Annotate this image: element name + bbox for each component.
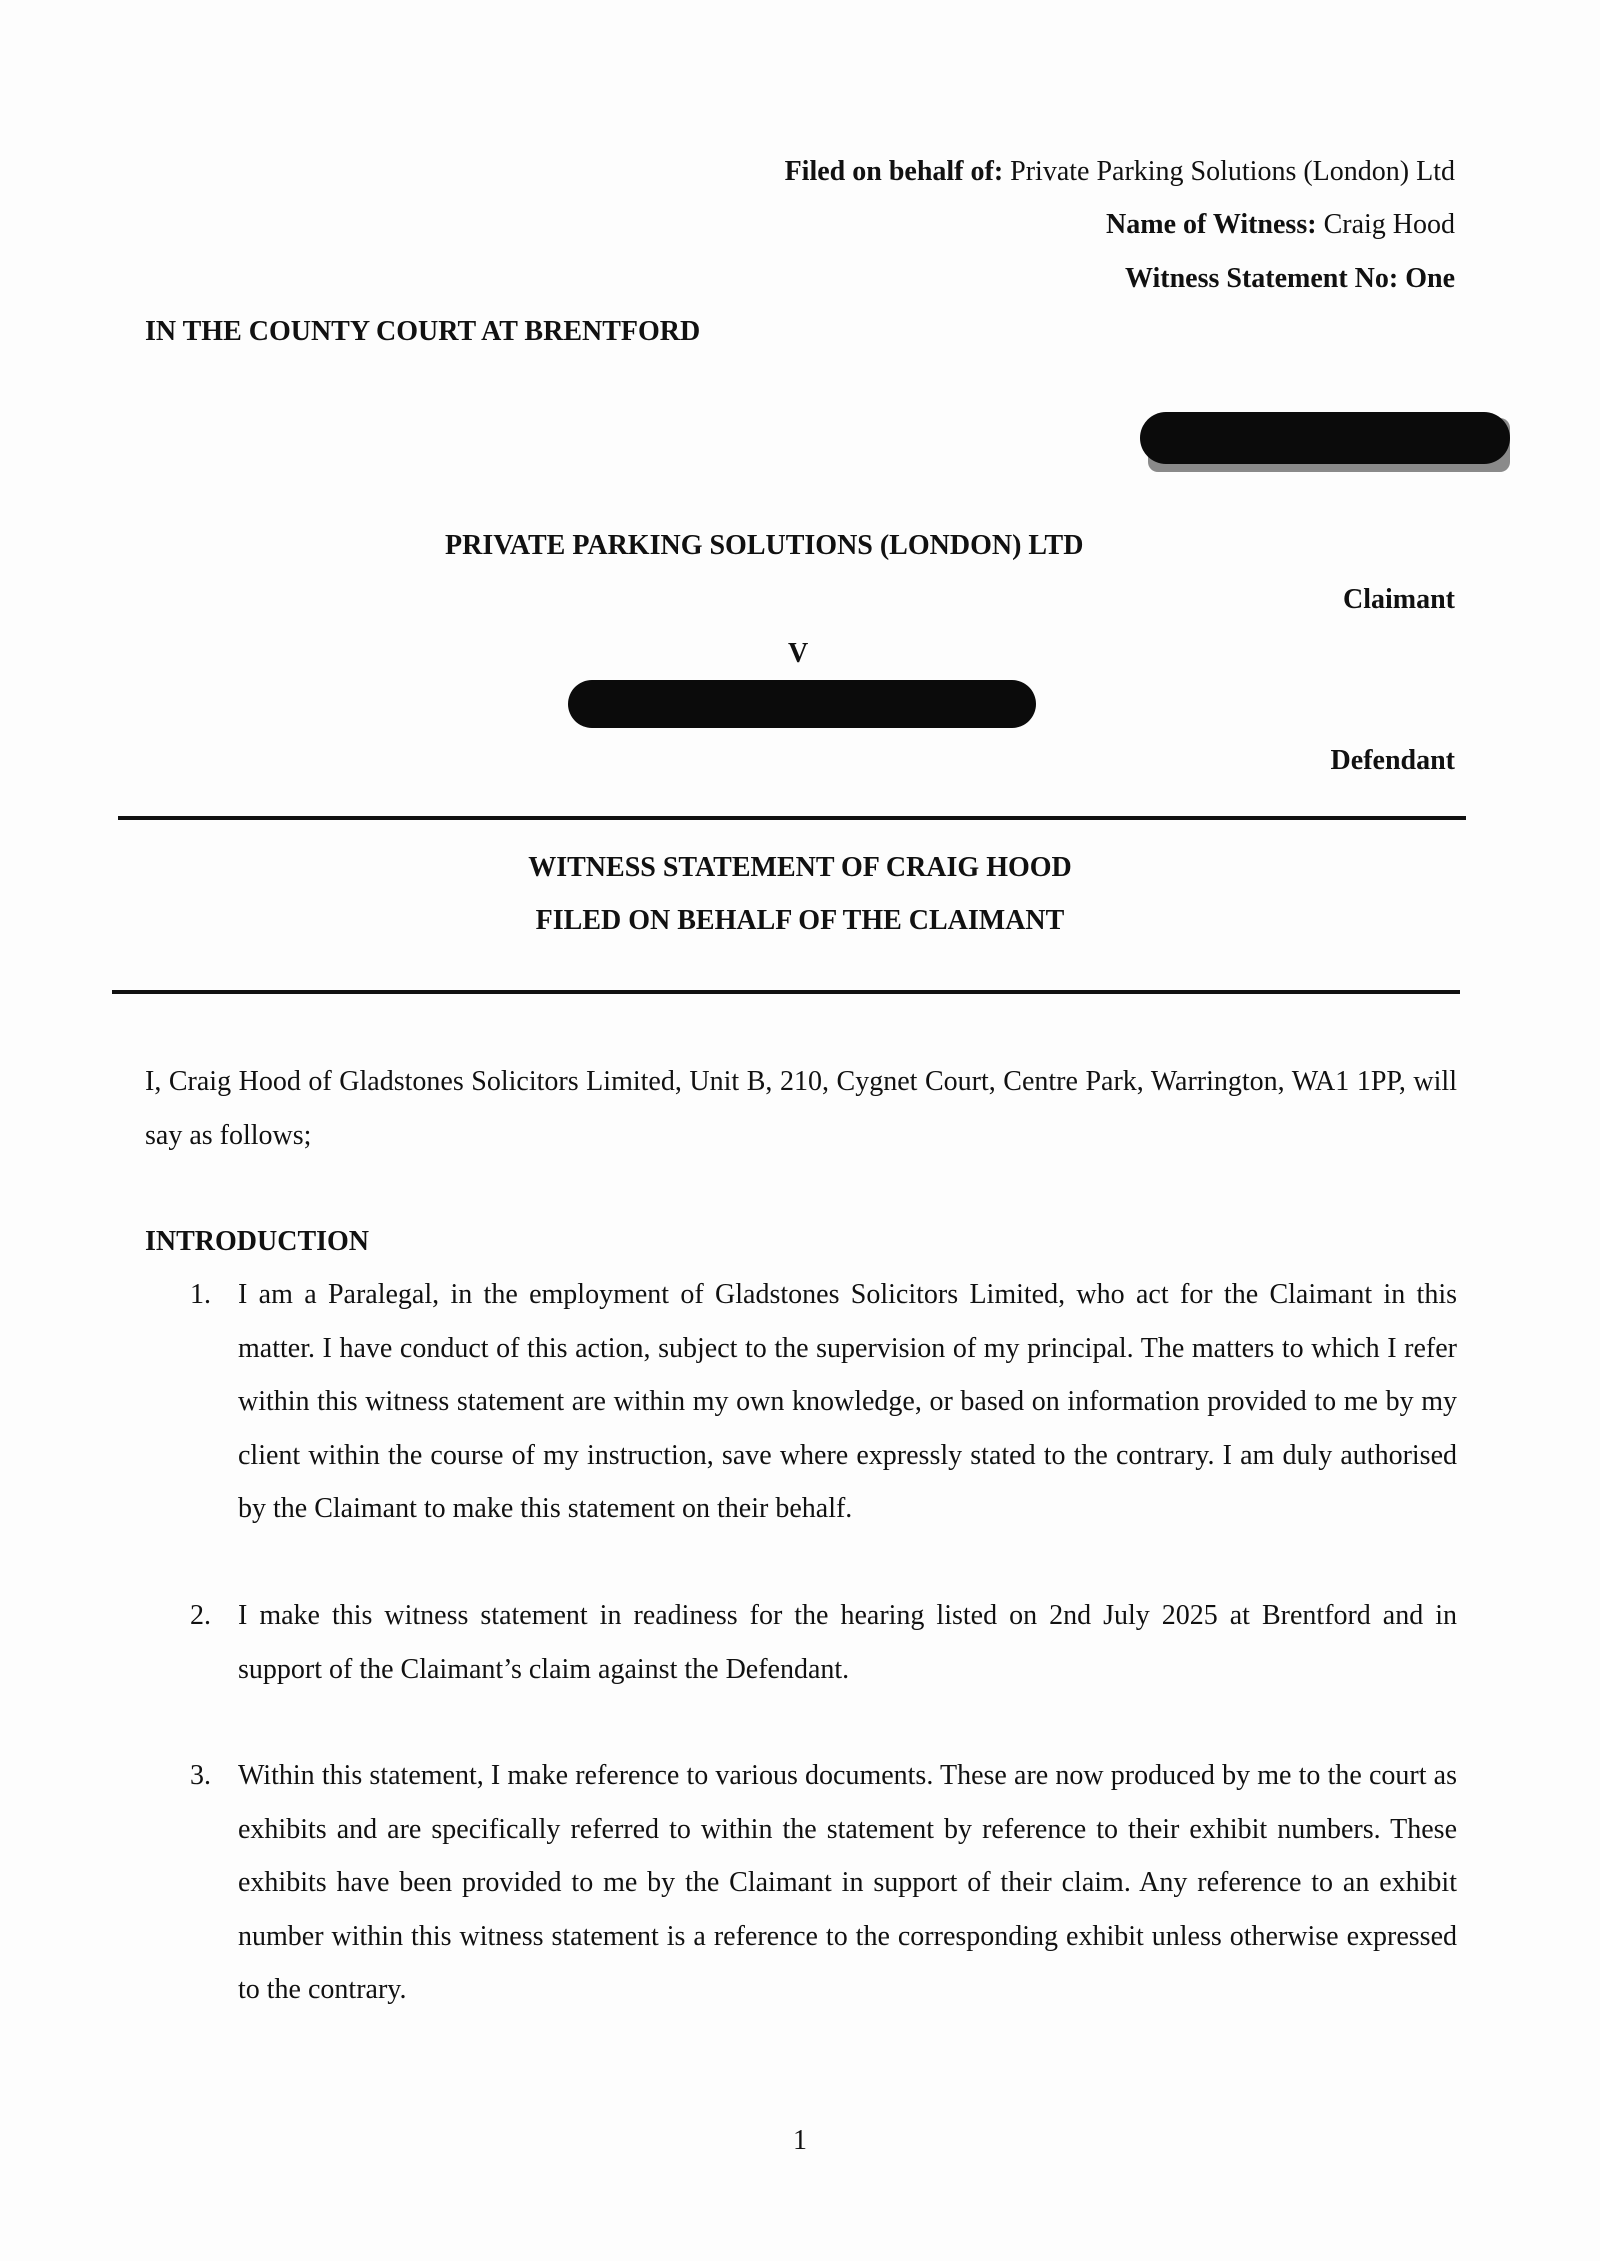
filed-on-behalf-value: Private Parking Solutions (London) Ltd — [1003, 156, 1455, 187]
paragraph-number-1: 1. — [190, 1279, 211, 1310]
witness-name-line — [1106, 205, 1455, 245]
title-bottom-rule — [112, 990, 1460, 994]
defendant-label: Defendant — [1330, 745, 1455, 776]
defendant-name-redaction — [568, 680, 1036, 728]
filed-on-behalf-label: Filed on behalf of: — [784, 156, 1004, 187]
claimant-label: Claimant — [1343, 584, 1455, 615]
witness-name-label: Name of Witness: — [1106, 209, 1317, 240]
statement-title-line1: WITNESS STATEMENT OF CRAIG HOOD — [528, 852, 1072, 883]
paragraph-number-2: 2. — [190, 1600, 211, 1631]
claimant-name: PRIVATE PARKING SOLUTIONS (LONDON) LTD — [445, 530, 1084, 561]
section-heading-introduction: INTRODUCTION — [145, 1226, 370, 1257]
paragraph-number-3: 3. — [190, 1760, 211, 1791]
court-name: IN THE COUNTY COURT AT BRENTFORD — [145, 316, 701, 347]
paragraph-2: I make this witness statement in readiness for the hearing listed on 2nd July 2025 at Brentford and in support of the Claimant’s claim against the Defendant. — [238, 1600, 1457, 1685]
witness-name-value: Craig Hood — [1316, 209, 1455, 240]
title-top-rule — [118, 816, 1466, 820]
witness-statement-number: Witness Statement No: One — [1124, 263, 1455, 294]
versus-label: V — [788, 638, 809, 669]
paragraph-3: Within this statement, I make reference to various documents. These are now produced by me to the court as exhibits and are specifically referred to within the statement by reference to their exhibit numbers. These exhibits have been provided to me by the Claimant in support of their claim. Any reference to an exhibit number within this witness statement is a reference to the corresponding exhibit unless otherwise expressed to the contrary. — [238, 1760, 1457, 2005]
filed-on-behalf-line — [785, 152, 1455, 192]
paragraph-1: I am a Paralegal, in the employment of Gladstones Solicitors Limited, who act for the Claimant in this matter. I have conduct of this action, subject to the supervision of my principal. The matters to which I refer within this witness statement are within my own knowledge, or based on information provided to me by my client within the course of my instruction, save where expressly stated to the contrary. I am duly authorised by the Claimant to make this statement on their behalf. — [238, 1279, 1457, 1524]
intro-statement: I, Craig Hood of Gladstones Solicitors Limited, Unit B, 210, Cygnet Court, Centre Park, Warrington, WA1 1PP, will say as follows; — [145, 1066, 1457, 1151]
statement-title-line2: FILED ON BEHALF OF THE CLAIMANT — [535, 905, 1065, 936]
claim-number-redaction — [1140, 412, 1510, 464]
page-number: 1 — [793, 2125, 807, 2156]
